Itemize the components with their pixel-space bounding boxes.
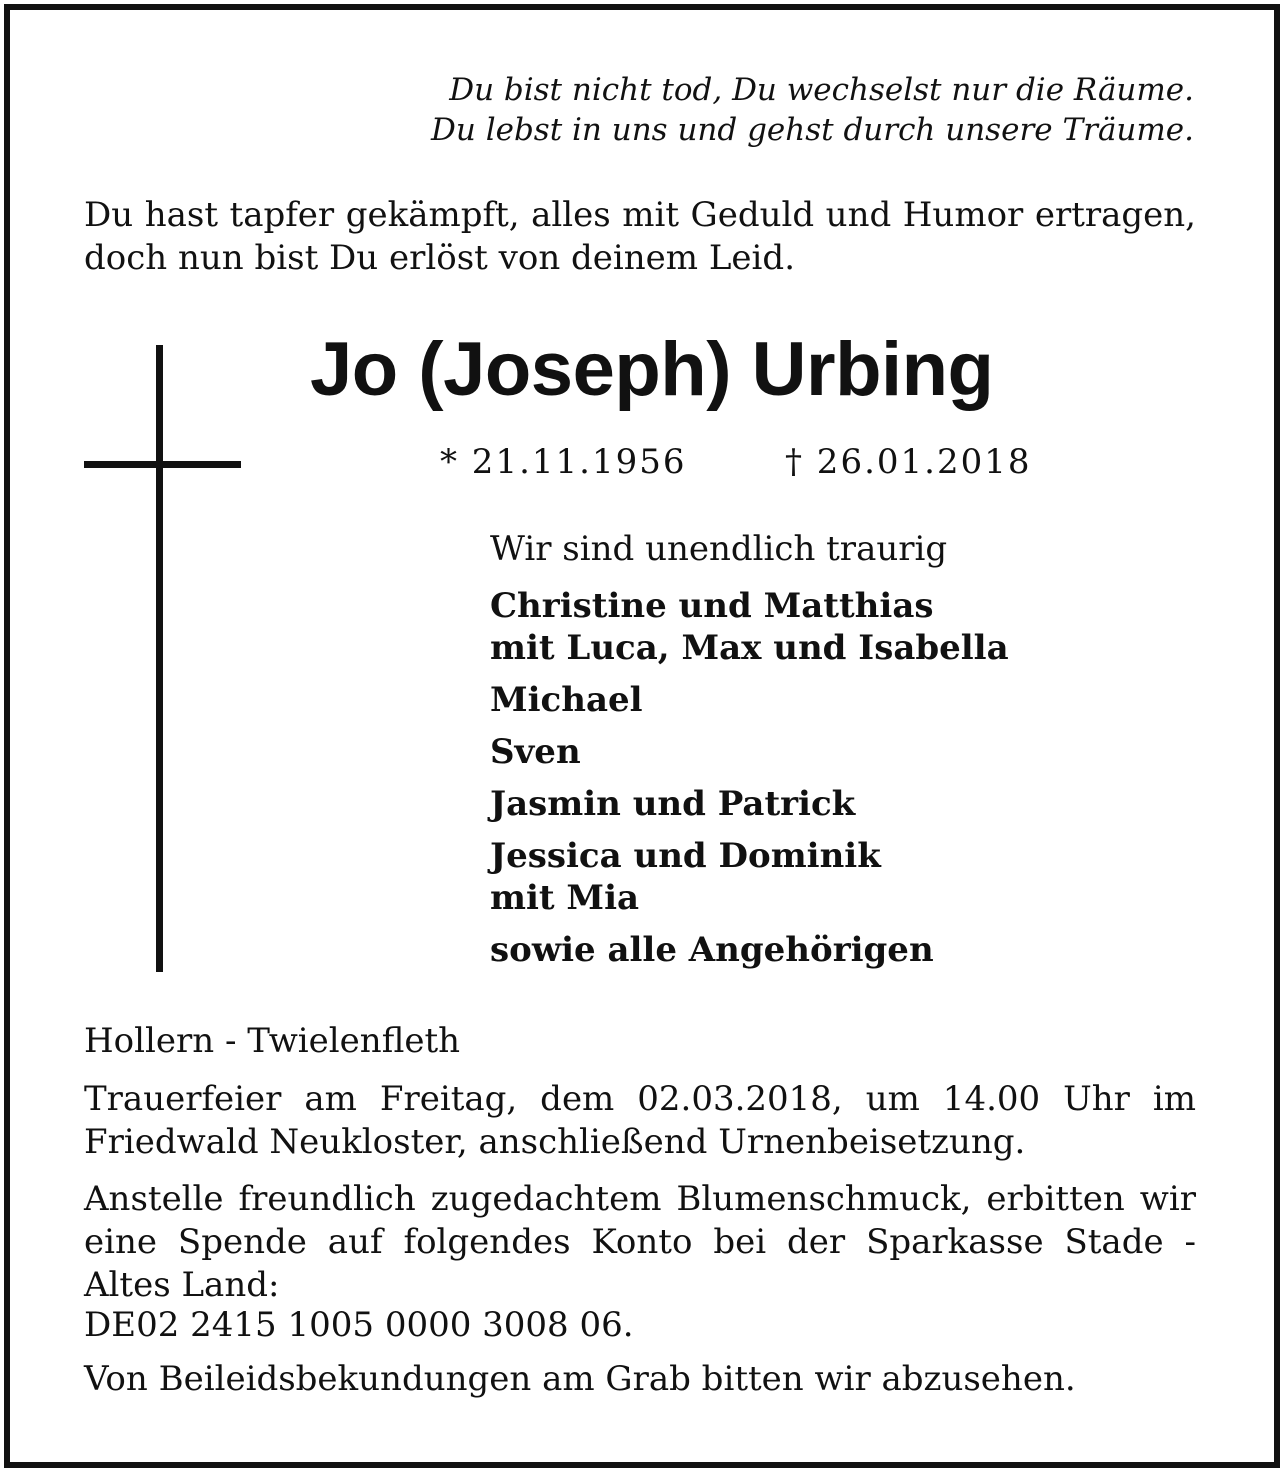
mourner-line: sowie alle Angehörigen — [490, 930, 934, 970]
mourner-entry — [490, 731, 1009, 773]
mourner-entry — [490, 783, 1009, 825]
mourner-line: Michael — [490, 680, 643, 720]
intro-paragraph: Du hast tapfer gekämpft, alles mit Geduld und Humor ertragen, doch nun bist Du erlöst von deinem Leid. — [84, 195, 1196, 278]
deceased-name: Jo (Joseph) Urbing — [310, 327, 994, 412]
birth-date: * 21.11.1956 — [440, 442, 687, 482]
quote-line-2: Du lebst in uns und gehst durch unsere Träume. — [431, 112, 1194, 148]
mourner-line: Christine und Matthias — [490, 586, 934, 626]
mourner-list — [490, 585, 1009, 981]
mourner-entry — [490, 835, 1009, 919]
mourner-line: mit Luca, Max und Isabella — [490, 628, 1009, 668]
donation-iban: DE02 2415 1005 0000 3008 06. — [84, 1305, 634, 1345]
death-date: † 26.01.2018 — [785, 442, 1032, 482]
mourner-entry — [490, 929, 1009, 971]
ceremony-paragraph: Trauerfeier am Freitag, dem 02.03.2018, um 14.00 Uhr im Friedwald Neukloster, anschließend Urnenbeisetzung. — [84, 1079, 1196, 1162]
mourner-line: Sven — [490, 732, 581, 772]
mourner-line: Jessica und Dominik — [490, 836, 881, 876]
mourner-entry — [490, 679, 1009, 721]
donation-paragraph: Anstelle freundlich zugedachtem Blumenschmuck, erbitten wir eine Spende auf folgendes Konto bei der Sparkasse Stade - Altes Land: — [84, 1179, 1196, 1305]
location: Hollern - Twielenfleth — [84, 1021, 461, 1061]
cross-horizontal-bar — [84, 461, 241, 468]
mourner-line: Jasmin und Patrick — [490, 784, 856, 824]
mourner-line: mit Mia — [490, 878, 640, 918]
mourning-intro: Wir sind unendlich traurig — [490, 529, 948, 569]
closing-note: Von Beileidsbekundungen am Grab bitten wir abzusehen. — [84, 1359, 1076, 1399]
cross-vertical-bar — [156, 345, 163, 972]
quote-line-1: Du bist nicht tod, Du wechselst nur die Räume. — [449, 72, 1194, 108]
mourner-entry — [490, 585, 1009, 669]
